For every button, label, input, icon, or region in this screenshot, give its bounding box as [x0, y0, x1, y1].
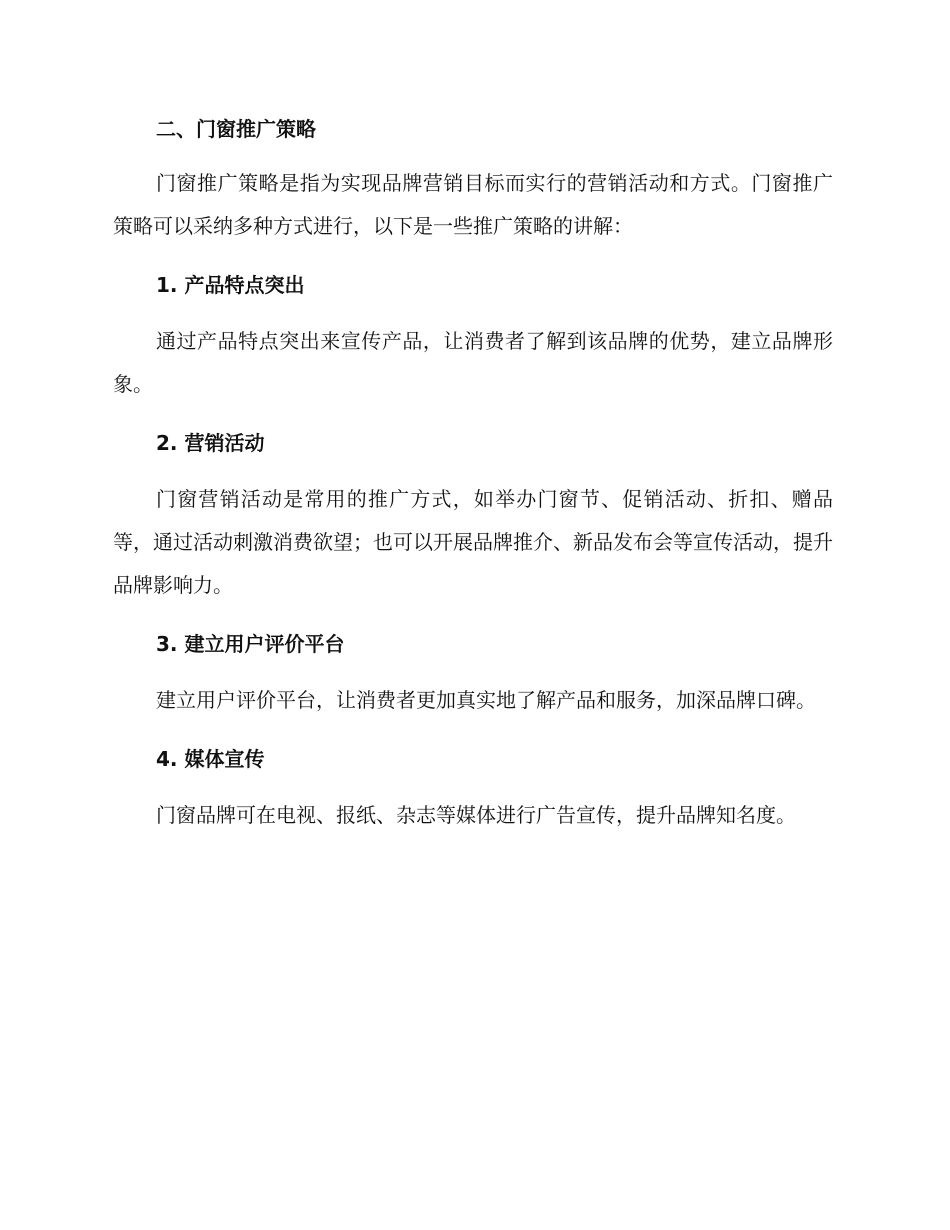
item-body-3: 建立用户评价平台，让消费者更加真实地了解产品和服务，加深品牌口碑。	[156, 688, 816, 712]
item-body-4: 门窗品牌可在电视、报纸、杂志等媒体进行广告宣传，提升品牌知名度。	[156, 803, 796, 827]
item-heading-1: 1. 产品特点突出	[156, 273, 305, 297]
item-body-2: 门窗营销活动是常用的推广方式，如举办门窗节、促销活动、折扣、赠品等，通过活动刺激消费欲望；也可以开展品牌推介、新品发布会等宣传活动，提升品牌影响力。	[113, 487, 833, 597]
section-title: 二、门窗推广策略	[156, 117, 316, 141]
item-heading-4: 4. 媒体宣传	[156, 747, 265, 771]
item-heading-3: 3. 建立用户评价平台	[156, 632, 345, 656]
intro-paragraph: 门窗推广策略是指为实现品牌营销目标而实行的营销活动和方式。门窗推广策略可以采纳多种方式进行，以下是一些推广策略的讲解：	[113, 171, 833, 238]
document-body	[113, 108, 833, 837]
item-heading-2: 2. 营销活动	[156, 431, 265, 455]
item-body-1: 通过产品特点突出来宣传产品，让消费者了解到该品牌的优势，建立品牌形象。	[113, 329, 833, 396]
